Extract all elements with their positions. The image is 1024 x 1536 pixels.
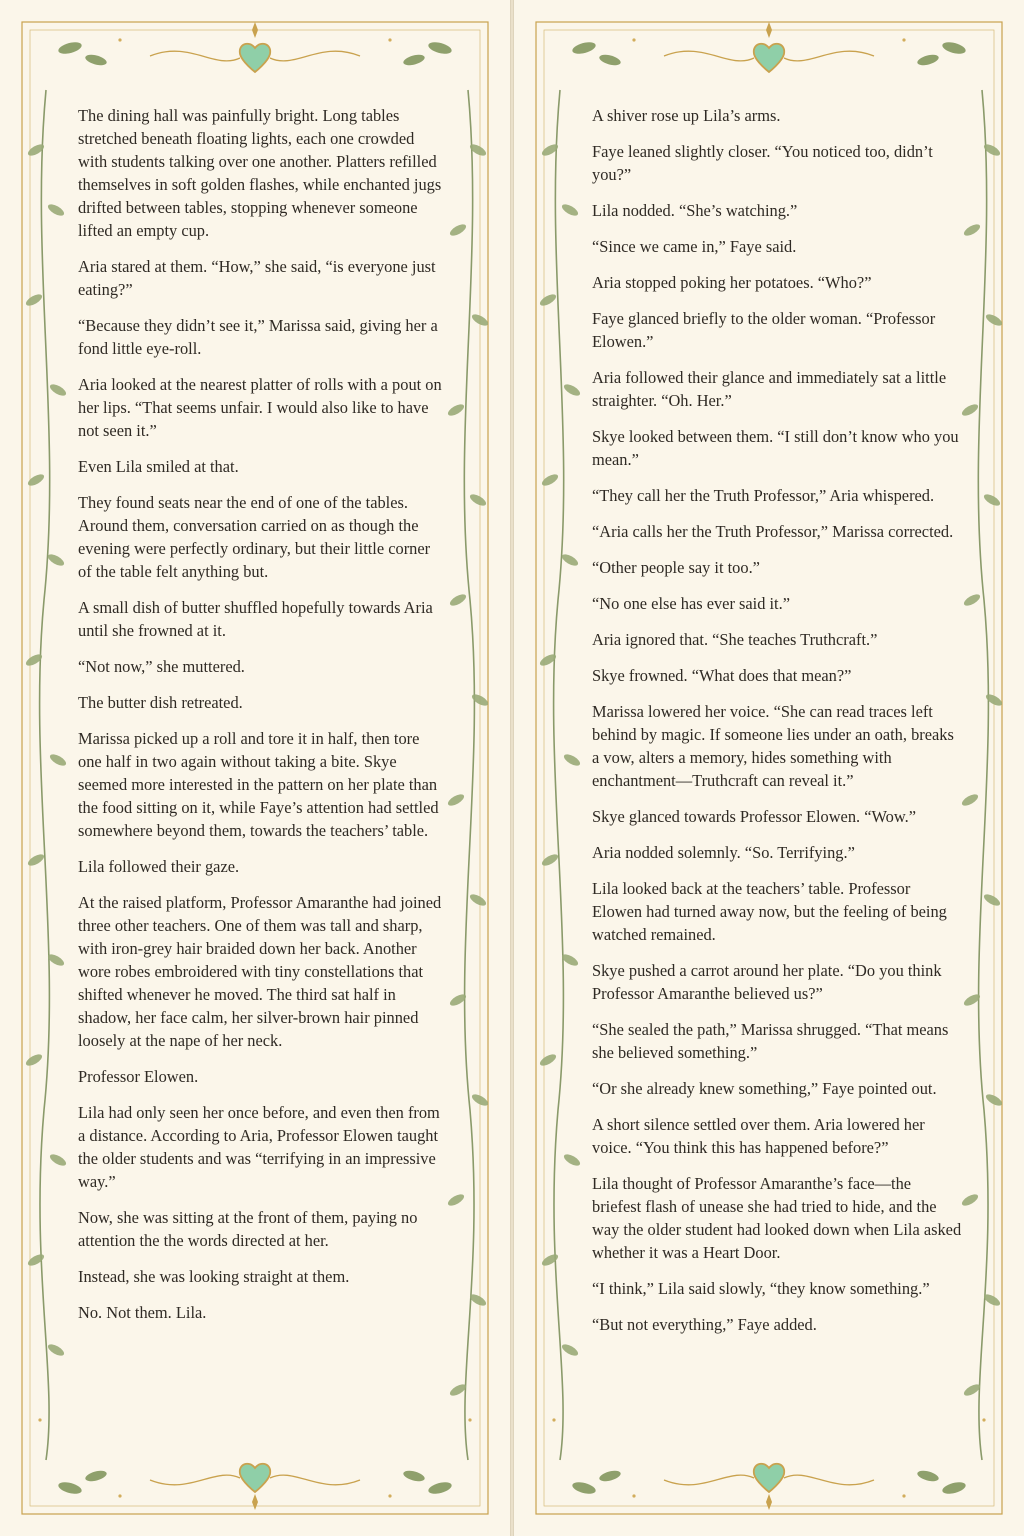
story-paragraph: A shiver rose up Lila’s arms. <box>592 106 781 125</box>
story-paragraph: Aria stopped poking her potatoes. “Who?” <box>592 273 872 292</box>
story-paragraph: “But not everything,” Faye added. <box>592 1315 817 1334</box>
story-paragraph: Aria ignored that. “She teaches Truthcraft.” <box>592 630 878 649</box>
story-paragraph: “Or she already knew something,” Faye pointed out. <box>592 1079 937 1098</box>
story-paragraph: “Not now,” she muttered. <box>78 657 245 676</box>
story-paragraph: A short silence settled over them. Aria lowered her voice. “You think this has happened before?” <box>592 1115 925 1157</box>
story-paragraph: “Since we came in,” Faye said. <box>592 237 797 256</box>
story-paragraph: Lila followed their gaze. <box>78 857 240 876</box>
story-paragraph: Skye pushed a carrot around her plate. “Do you think Professor Amaranthe believed us?” <box>592 961 942 1003</box>
story-paragraph: Lila thought of Professor Amaranthe’s face—the briefest flash of unease she had tried to hide, and the way the older student had looked down when Lila asked whether it was a Heart Door. <box>592 1174 962 1262</box>
story-paragraph: The dining hall was painfully bright. Long tables stretched beneath floating lights, each one crowded with students talking over one another. Platters refilled themselves in soft golden flashes, while enchanted jugs drifted between tables, stopping whenever someone lifted an empty cup. <box>78 106 442 240</box>
story-paragraph: Now, she was sitting at the front of them, paying no attention the the words directed at her. <box>78 1208 418 1250</box>
story-paragraph: “No one else has ever said it.” <box>592 594 790 613</box>
story-paragraph: Skye looked between them. “I still don’t know who you mean.” <box>592 427 959 469</box>
story-paragraph: Faye leaned slightly closer. “You noticed too, didn’t you?” <box>592 142 933 184</box>
story-paragraph: Aria looked at the nearest platter of rolls with a pout on her lips. “That seems unfair. I would also like to have not seen it.” <box>78 375 442 440</box>
story-paragraph: “Because they didn’t see it,” Marissa said, giving her a fond little eye-roll. <box>78 316 438 358</box>
story-paragraph: The butter dish retreated. <box>78 693 243 712</box>
story-paragraph: No. Not them. Lila. <box>78 1303 207 1322</box>
story-paragraph: At the raised platform, Professor Amaranthe had joined three other teachers. One of them was tall and sharp, with iron-grey hair braided down her back. Another wore robes embroidered with tiny constellations that shifted whenever he moved. The third sat half in shadow, her face calm, her silver-brown hair pinned loosely at the nape of her neck. <box>78 893 442 1050</box>
story-paragraph: Skye frowned. “What does that mean?” <box>592 666 852 685</box>
right-page <box>514 0 1024 1536</box>
story-paragraph: A small dish of butter shuffled hopefully towards Aria until she frowned at it. <box>78 598 433 640</box>
story-paragraph: Even Lila smiled at that. <box>78 457 239 476</box>
story-paragraph: Professor Elowen. <box>78 1067 199 1086</box>
story-paragraph: Aria followed their glance and immediately sat a little straighter. “Oh. Her.” <box>592 368 947 410</box>
story-paragraph: “Other people say it too.” <box>592 558 760 577</box>
story-paragraph: Lila nodded. “She’s watching.” <box>592 201 798 220</box>
story-paragraph: Instead, she was looking straight at them. <box>78 1267 350 1286</box>
story-paragraph: “Aria calls her the Truth Professor,” Marissa corrected. <box>592 522 954 541</box>
story-paragraph: “She sealed the path,” Marissa shrugged. “That means she believed something.” <box>592 1020 949 1062</box>
story-paragraph: Lila looked back at the teachers’ table. Professor Elowen had turned away now, but the feeling of being watched remained. <box>592 879 947 944</box>
story-paragraph: Marissa lowered her voice. “She can read traces left behind by magic. If someone lies under an oath, breaks a vow, alters a memory, hides something with enchantment—Truthcraft can reveal it.” <box>592 702 954 790</box>
story-paragraph: Faye glanced briefly to the older woman. “Professor Elowen.” <box>592 309 936 351</box>
left-page-text <box>78 104 446 1337</box>
story-paragraph: Lila had only seen her once before, and even then from a distance. According to Aria, Professor Elowen taught the older students and was “terrifying in an impressive way.” <box>78 1103 440 1191</box>
story-paragraph: Marissa picked up a roll and tore it in half, then tore one half in two again without taking a bite. Skye seemed more interested in the pattern on her plate than the food sitting on it, while Faye’s attention had settled somewhere beyond them, towards the teachers’ table. <box>78 729 439 840</box>
story-paragraph: “I think,” Lila said slowly, “they know something.” <box>592 1279 930 1298</box>
left-page <box>0 0 510 1536</box>
story-paragraph: Skye glanced towards Professor Elowen. “Wow.” <box>592 807 916 826</box>
right-page-text <box>592 104 964 1349</box>
story-paragraph: Aria nodded solemnly. “So. Terrifying.” <box>592 843 855 862</box>
story-paragraph: Aria stared at them. “How,” she said, “is everyone just eating?” <box>78 257 436 299</box>
story-paragraph: They found seats near the end of one of the tables. Around them, conversation carried on as though the evening were perfectly ordinary, but their little corner of the table felt anything but. <box>78 493 431 581</box>
story-paragraph: “They call her the Truth Professor,” Aria whispered. <box>592 486 935 505</box>
